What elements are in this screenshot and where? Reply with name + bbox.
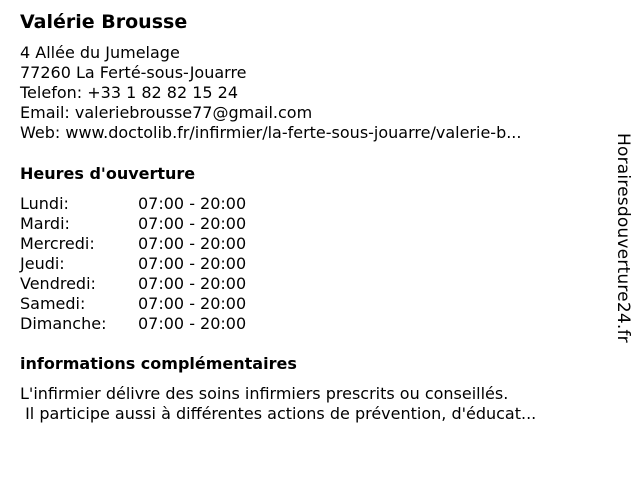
day-label: Samedi: — [20, 294, 86, 313]
hours-row-wednesday — [20, 234, 246, 254]
phone-number: Telefon: +33 1 82 82 15 24 — [20, 83, 239, 102]
website-prefix: Web: — [20, 123, 66, 142]
time-range: 07:00 - 20:00 — [138, 234, 247, 253]
business-name: Valérie Brousse — [20, 11, 188, 33]
opening-hours-heading: Heures d'ouverture — [20, 164, 196, 183]
hours-row-tuesday — [20, 214, 246, 234]
address-street: 4 Allée du Jumelage — [20, 43, 180, 62]
email-address: Email: valeriebrousse77@gmail.com — [20, 103, 313, 122]
additional-info-text — [20, 384, 536, 424]
time-range: 07:00 - 20:00 — [138, 274, 247, 293]
day-label: Lundi: — [20, 194, 69, 213]
website-link[interactable]: www.doctolib.fr/infirmier/la-ferte-sous-jouarre/valerie-b... — [65, 123, 522, 142]
hours-row-sunday — [20, 314, 246, 334]
opening-hours-table — [20, 194, 246, 334]
day-label: Vendredi: — [20, 274, 96, 293]
hours-row-thursday — [20, 254, 246, 274]
time-range: 07:00 - 20:00 — [138, 214, 247, 233]
hours-row-monday — [20, 194, 246, 214]
time-range: 07:00 - 20:00 — [138, 194, 247, 213]
info-line-1: L'infirmier délivre des soins infirmiers prescrits ou conseillés. — [20, 384, 509, 403]
site-watermark: Horairesdouverture24.fr — [613, 133, 633, 343]
contact-block — [20, 43, 521, 143]
address-city: 77260 La Ferté-sous-Jouarre — [20, 63, 247, 82]
day-label: Dimanche: — [20, 314, 107, 333]
day-label: Jeudi: — [20, 254, 65, 273]
hours-row-friday — [20, 274, 246, 294]
day-label: Mercredi: — [20, 234, 95, 253]
time-range: 07:00 - 20:00 — [138, 254, 247, 273]
additional-info-heading: informations complémentaires — [20, 354, 297, 373]
hours-row-saturday — [20, 294, 246, 314]
time-range: 07:00 - 20:00 — [138, 314, 247, 333]
info-line-2: Il participe aussi à différentes actions de prévention, d'éducat... — [20, 404, 537, 423]
website-line — [20, 123, 521, 143]
day-label: Mardi: — [20, 214, 70, 233]
time-range: 07:00 - 20:00 — [138, 294, 247, 313]
